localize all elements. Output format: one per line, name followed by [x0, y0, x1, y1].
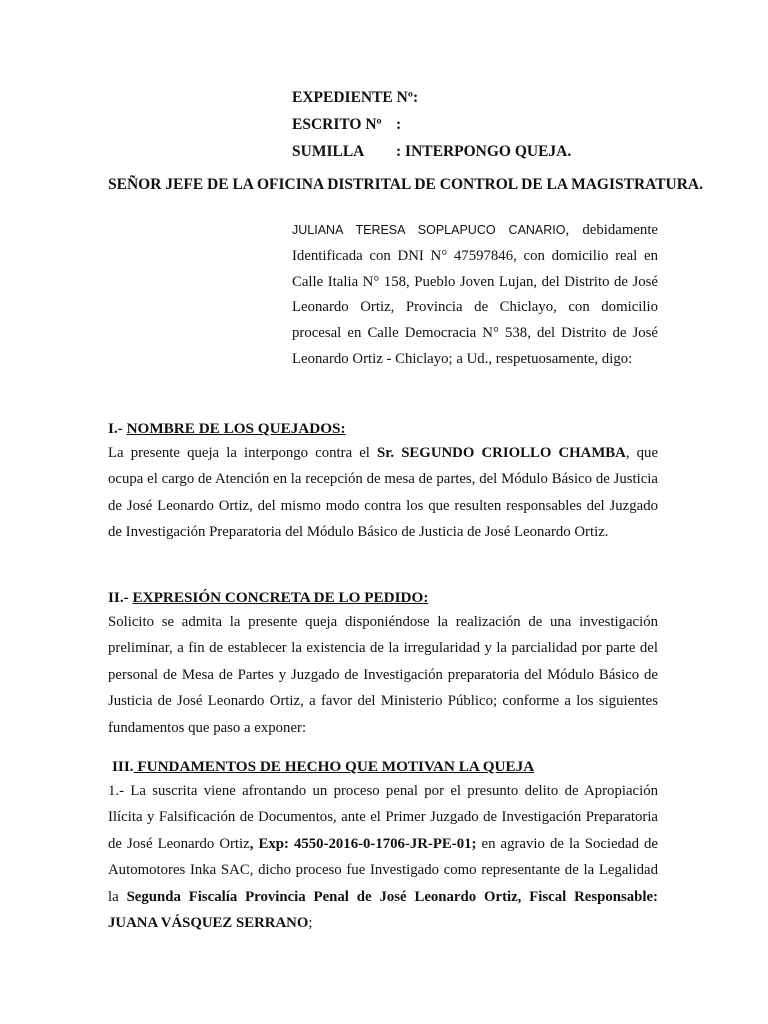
party-identification — [292, 218, 658, 373]
sumilla-value: : INTERPONGO QUEJA. — [396, 143, 572, 160]
body-text: ; — [308, 915, 313, 932]
body-bold: Segunda Fiscalía Provincia Penal de José Leonardo Ortiz, Fiscal Responsable: JUANA VÁSQUEZ SERRANO — [108, 888, 658, 932]
body-text: en agravio de la Sociedad de Automotores Inka SAC, dicho proceso fue Investigado como representante de la Legalidad la — [108, 835, 658, 905]
escrito-label: ESCRITO Nº — [292, 116, 382, 133]
party-text: , debidamente Identificada con DNI N° 47597846, con domicilio real en Calle Italia N° 158, Pueblo Joven Lujan, del Distrito de José Leonardo Ortiz, Provincia de Chiclayo, con domicilio procesal en Calle Democracia N° 538, del Distrito de José Leonardo Ortiz - Chiclayo; a Ud., respetuosamente, digo: — [292, 222, 658, 367]
section-body — [108, 609, 658, 741]
section-title: NOMBRE DE LOS QUEJADOS: — [126, 420, 346, 437]
expediente-label: EXPEDIENTE Nº: — [292, 89, 419, 106]
section-quejados — [108, 418, 658, 546]
section-title: EXPRESIÓN CONCRETA DE LO PEDIDO: — [132, 589, 429, 606]
escrito-row — [292, 111, 571, 138]
body-text: Solicito se admita la presente queja disponiéndose la realización de una investigación preliminar, a fin de establecer la existencia de la irregularidad y la parcialidad por parte del personal de Mesa de Partes y Juzgado de Investigación preparatoria del Módulo Básico de Justicia de José Leonardo Ortiz, a favor del Ministerio Público; conforme a los siguientes fundamentos que paso a exponer: — [108, 614, 658, 736]
sumilla-row — [292, 138, 571, 165]
section-body — [108, 778, 658, 936]
section-number: III. — [112, 758, 134, 775]
section-heading — [108, 418, 658, 440]
party-name: JULIANA TERESA SOPLAPUCO CANARIO — [292, 223, 566, 237]
expediente-row — [292, 84, 571, 111]
section-heading — [108, 756, 658, 778]
addressee: SEÑOR JEFE DE LA OFICINA DISTRITAL DE CONTROL DE LA MAGISTRATURA. — [108, 176, 704, 193]
escrito-value: : — [396, 116, 402, 133]
section-number: I.- — [108, 420, 127, 437]
section-heading — [108, 587, 658, 609]
section-fundamentos — [108, 756, 658, 936]
body-text: 1.- La suscrita viene afrontando un proceso penal por el presunto delito de Apropiación Ilícita y Falsificación de Documentos, ante el Primer Juzgado de Investigación Preparatoria de José Leonardo Ortiz — [108, 783, 658, 852]
section-number: II.- — [108, 589, 133, 606]
body-bold: Sr. SEGUNDO CRIOLLO CHAMBA — [376, 445, 626, 461]
sumilla-label: SUMILLA — [292, 143, 365, 160]
body-text: , que ocupa el cargo de Atención en la recepción de mesa de partes, del Módulo Básico de Justicia de José Leonardo Ortiz, del mismo modo contra los que resulten responsables del Juzgado de Investigación Preparatoria del Módulo Básico de Justicia de José Leonardo Ortiz. — [108, 445, 659, 541]
body-text: La presente queja la interpongo contra el — [108, 445, 377, 461]
section-body — [108, 440, 658, 546]
body-bold: , Exp: 4550-2016-0-1706-JR-PE-01; — [249, 835, 477, 852]
case-header — [292, 84, 571, 165]
section-pedido — [108, 587, 658, 741]
section-title: FUNDAMENTOS DE HECHO QUE MOTIVAN LA QUEJA — [133, 758, 535, 775]
